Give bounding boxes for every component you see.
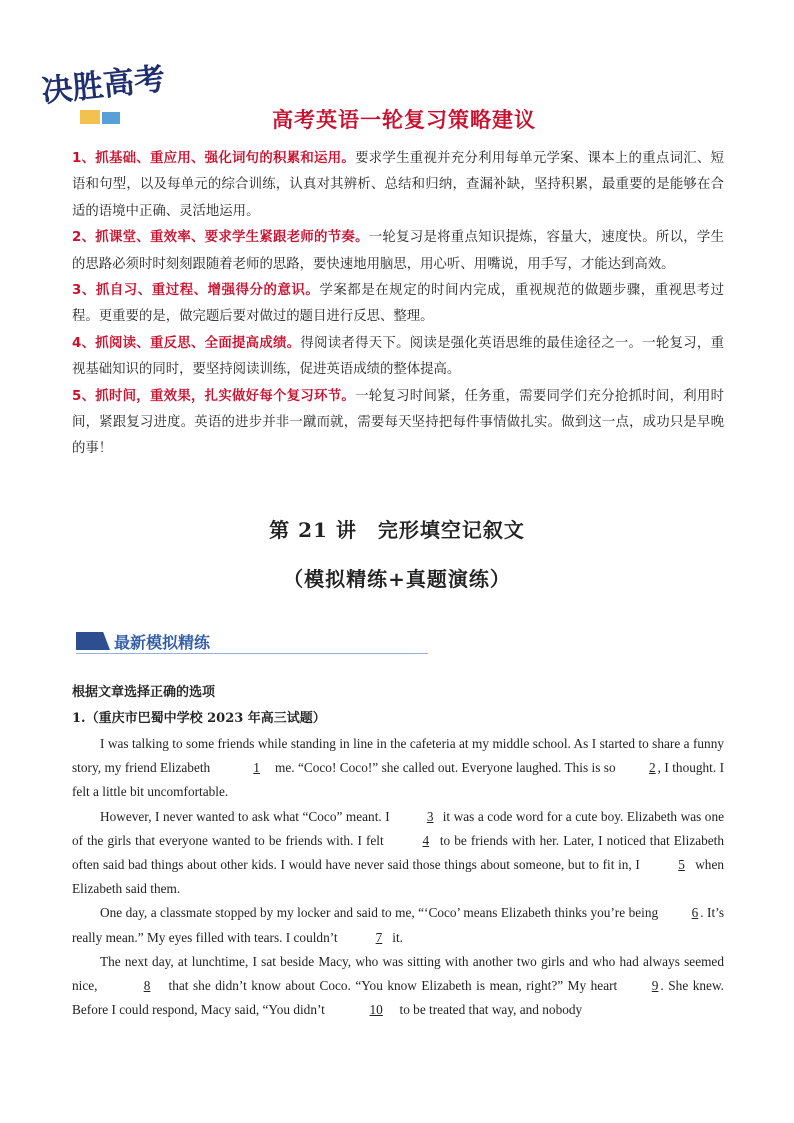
passage-text: , I thought. I felt a little bit uncomfortable. (72, 760, 725, 800)
passage-paragraph (72, 950, 724, 1023)
passage-text: it was a code word for a cute boy. Elizabeth was one of the girls that everyone wanted to be friends with. I felt (72, 808, 724, 848)
blank-2: 2 (649, 760, 656, 776)
passage-text: me. “Coco! Coco!” she called out. Everyone laughed. This is so (275, 760, 616, 776)
blank-5: 5 (678, 857, 685, 873)
passage-text: to be treated that way, and nobody (399, 1002, 583, 1018)
blank-4: 4 (422, 832, 430, 848)
strategy-body: 一轮复习是将重点知识提炼，容量大，速度快。所以，学生的思路必须时时刻刻跟随着老师的思路，要快速地用脑思，用心听、用嘴说，用手写，才能达到高效。 (72, 230, 724, 272)
strategy-heading: 4、抓阅读、重反思、全面提高成绩。 (72, 335, 301, 351)
strategy-item (72, 331, 724, 384)
strategy-heading: 5、抓时间，重效果，扎实做好每个复习环节。 (72, 388, 356, 404)
strategy-heading: 3、抓自习、重过程、增强得分的意识。 (72, 283, 320, 299)
page-title: 高考英语一轮复习策略建议 (272, 108, 536, 132)
passage-text: . It’s really mean.” My eyes filled with tears. I couldn’t (72, 905, 725, 945)
passage-text: it. (392, 929, 403, 945)
strategy-item (72, 278, 724, 331)
instruction-text: 根据文章选择正确的选项 (72, 685, 216, 700)
blank-9: 9 (651, 978, 659, 994)
strategy-heading: 2、抓课堂、重效率、要求学生紧跟老师的节奏。 (72, 230, 369, 246)
blank-7: 7 (375, 929, 383, 945)
passage-text: . She knew. Before I could respond, Macy said, “You didn’t (72, 978, 725, 1018)
question-source: 1.（重庆市巴蜀中学校 2023 年高三试题） (72, 711, 326, 726)
passage-paragraph (72, 901, 724, 949)
section-banner (76, 630, 428, 656)
passage-text: I was talking to some friends while standing in line in the cafeteria at my middle school. As I started to share a funny story, my friend Elizabeth (72, 736, 724, 776)
blank-6: 6 (691, 905, 699, 921)
strategy-body: 学案都是在规定的时间内完成，重视规范的做题步骤，重视思考过程。更重要的是，做完题后要对做过的题目进行反思、整理。 (72, 283, 724, 325)
banner-bar-shape (76, 632, 110, 650)
section-label: 最新模拟精练 (114, 633, 211, 652)
passage-text: that she didn’t know about Coco. “You know Elizabeth is mean, right?” My heart (168, 978, 618, 994)
strategy-heading: 1、抓基础、重应用、强化词句的积累和运用。 (72, 151, 356, 166)
passage-text: to be friends with her. Later, I noticed that Elizabeth often said bad things about other kids. I would have never said those things about someone, but to fit in, I (72, 832, 725, 873)
cloze-passage (72, 732, 724, 1022)
lecture-subtitle: （模拟精练+真题演练） (283, 567, 511, 591)
logo-text: 决胜高考 (39, 61, 166, 110)
strategy-body: 得阅读者得天下。阅读是强化英语思维的最佳途径之一。一轮复习，重视基础知识的同时，要坚持阅读训练，促进英语成绩的整体提高。 (72, 335, 724, 378)
blank-10: 10 (369, 1002, 383, 1018)
strategy-body: 一轮复习时间紧，任务重，需要同学们充分抢抓时间，利用时间，紧跟复习进度。英语的进步并非一蹴而就，需要每天坚持把每件事情做扎实。做到这一点，成功只是早晚的事！ (72, 388, 724, 457)
passage-paragraph (72, 732, 724, 805)
passage-paragraph (72, 805, 724, 902)
passage-text: when Elizabeth said them. (72, 857, 724, 897)
passage-text: The next day, at lunchtime, I sat beside Macy, who was sitting with another two girls and who had always seemed nice, (72, 953, 724, 994)
blank-1: 1 (253, 760, 260, 776)
strategy-item (72, 384, 724, 463)
strategy-list (72, 146, 724, 463)
passage-text: However, I never wanted to ask what “Coco” meant. I (100, 808, 390, 824)
strategy-item (72, 225, 724, 278)
blank-8: 8 (143, 978, 151, 994)
lecture-title: 第 21 讲 完形填空记叙文 (269, 518, 525, 542)
passage-text: One day, a classmate stopped by my locker and said to me, “‘Coco’ means Elizabeth thinks you’re being (100, 905, 659, 921)
strategy-body: 要求学生重视并充分利用每单元学案、课本上的重点词汇、短语和句型，以及每单元的综合训练，认真对其辨析、总结和归纳，查漏补缺，坚持积累，最重要的是能够在合适的语境中正确、灵活地运用。 (72, 151, 724, 219)
banner-underline (76, 653, 428, 654)
strategy-item (72, 146, 724, 225)
blank-3: 3 (426, 808, 434, 824)
